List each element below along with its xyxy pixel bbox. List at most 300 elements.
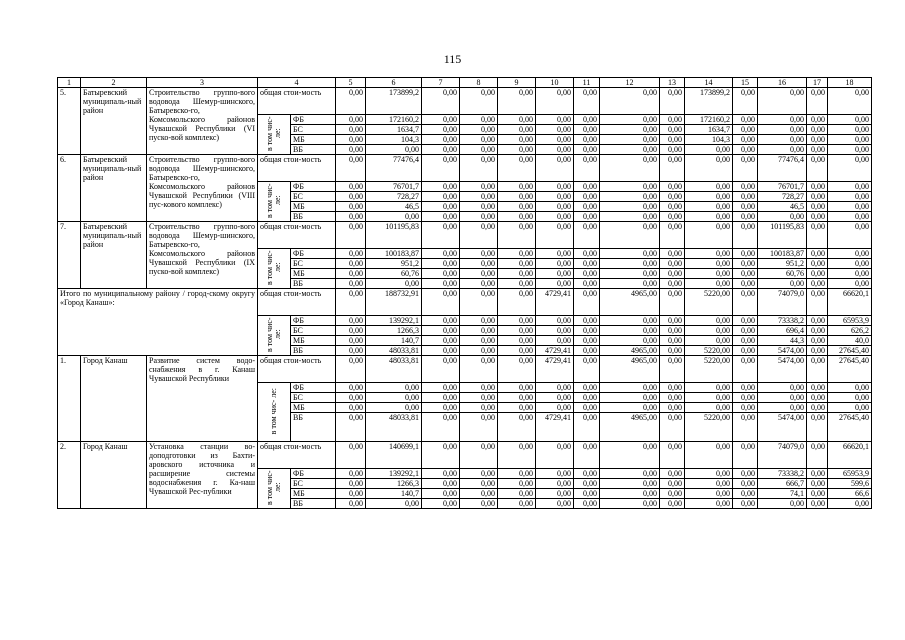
value-cell: 0,00 <box>660 212 685 222</box>
value-cell: 0,00 <box>733 88 758 115</box>
value-cell: 5220,00 <box>685 413 733 442</box>
value-cell: 666,7 <box>758 479 807 489</box>
value-cell: 0,00 <box>460 346 498 356</box>
value-cell: 0,00 <box>498 413 536 442</box>
value-cell: 0,00 <box>758 145 807 155</box>
value-cell: 0,00 <box>807 393 828 403</box>
value-cell: 0,00 <box>498 356 536 383</box>
value-cell: 0,00 <box>660 182 685 192</box>
source-label-cell: БС <box>291 259 336 269</box>
value-cell: 76701,7 <box>366 182 422 192</box>
value-cell: 0,00 <box>498 249 536 259</box>
value-cell: 0,00 <box>336 442 366 469</box>
project-cell: Развитие систем водо-снабжения в г. Канаш Чувашской Республики <box>147 356 258 442</box>
value-cell: 0,00 <box>422 442 460 469</box>
value-cell: 0,00 <box>422 135 460 145</box>
value-cell: 0,00 <box>660 413 685 442</box>
value-cell: 139292,1 <box>366 469 422 479</box>
value-cell: 0,00 <box>600 383 660 393</box>
value-cell: 0,00 <box>807 279 828 289</box>
value-cell: 27645,40 <box>828 356 872 383</box>
value-cell: 0,00 <box>685 336 733 346</box>
table-row <box>58 289 872 316</box>
value-cell: 0,00 <box>498 155 536 182</box>
value-cell: 0,00 <box>574 489 600 499</box>
value-cell: 0,00 <box>685 469 733 479</box>
value-cell: 0,00 <box>807 316 828 326</box>
value-cell: 599,6 <box>828 479 872 489</box>
value-cell: 0,00 <box>600 336 660 346</box>
value-cell: 0,00 <box>460 326 498 336</box>
value-cell: 1266,3 <box>366 326 422 336</box>
value-cell: 0,00 <box>460 125 498 135</box>
header-cell: 17 <box>807 78 828 88</box>
value-cell: 0,00 <box>733 279 758 289</box>
value-cell: 728,27 <box>366 192 422 202</box>
value-cell: 0,00 <box>574 479 600 489</box>
value-cell: 0,00 <box>460 155 498 182</box>
value-cell: 101195,83 <box>758 222 807 249</box>
in-that-number-cell <box>258 383 291 442</box>
value-cell: 101195,83 <box>366 222 422 249</box>
value-cell: 0,00 <box>574 289 600 316</box>
value-cell: 4729,41 <box>536 413 574 442</box>
value-cell: 0,00 <box>685 326 733 336</box>
value-cell: 0,00 <box>600 279 660 289</box>
value-cell: 0,00 <box>807 249 828 259</box>
value-cell: 0,00 <box>536 202 574 212</box>
value-cell: 0,00 <box>498 383 536 393</box>
value-cell: 0,00 <box>733 115 758 125</box>
value-cell: 0,00 <box>460 212 498 222</box>
value-cell: 0,00 <box>600 259 660 269</box>
source-label-cell: ФБ <box>291 469 336 479</box>
value-cell: 0,00 <box>660 393 685 403</box>
project-cell: Строительство группо-вого водовода Шемур-шинского, Батыревско-го, Комсомольского районов Чувашской Республики (VIII пус-кового комплекс) <box>147 155 258 222</box>
value-cell: 0,00 <box>336 125 366 135</box>
value-cell: 0,00 <box>460 479 498 489</box>
value-cell: 0,00 <box>460 222 498 249</box>
financing-table <box>57 77 872 509</box>
value-cell: 0,00 <box>422 249 460 259</box>
value-cell: 0,00 <box>336 259 366 269</box>
value-cell: 0,00 <box>660 489 685 499</box>
value-cell: 0,00 <box>733 202 758 212</box>
header-cell: 5 <box>336 78 366 88</box>
value-cell: 0,00 <box>498 145 536 155</box>
value-cell: 0,00 <box>600 469 660 479</box>
value-cell: 0,00 <box>422 479 460 489</box>
value-cell: 0,00 <box>498 212 536 222</box>
source-label-cell: БС <box>291 326 336 336</box>
value-cell: 0,00 <box>733 249 758 259</box>
value-cell: 0,00 <box>460 383 498 393</box>
value-cell: 0,00 <box>733 145 758 155</box>
value-cell: 0,00 <box>807 212 828 222</box>
value-cell: 0,00 <box>422 88 460 115</box>
value-cell: 0,00 <box>600 125 660 135</box>
value-cell: 0,00 <box>498 135 536 145</box>
value-cell: 0,00 <box>574 249 600 259</box>
value-cell: 172160,2 <box>685 115 733 125</box>
value-cell: 0,00 <box>758 88 807 115</box>
value-cell: 0,00 <box>536 212 574 222</box>
in-that-number-label: в том чис- ле: <box>265 183 282 218</box>
in-that-number-cell <box>258 249 291 289</box>
value-cell: 0,00 <box>460 403 498 413</box>
value-cell: 0,00 <box>733 442 758 469</box>
value-cell: 4729,41 <box>536 346 574 356</box>
value-cell: 0,00 <box>422 259 460 269</box>
header-cell: 4 <box>258 78 336 88</box>
value-cell: 0,00 <box>336 182 366 192</box>
value-cell: 0,00 <box>460 279 498 289</box>
value-cell: 0,00 <box>600 182 660 192</box>
value-cell: 44,3 <box>758 336 807 346</box>
value-cell: 0,00 <box>460 182 498 192</box>
value-cell: 0,00 <box>807 182 828 192</box>
value-cell: 0,00 <box>574 222 600 249</box>
value-cell: 0,00 <box>828 155 872 182</box>
value-cell: 0,00 <box>536 222 574 249</box>
table-row <box>58 88 872 115</box>
in-that-number-label: в том чис- ле: <box>265 470 282 505</box>
value-cell: 0,00 <box>828 383 872 393</box>
value-cell: 0,00 <box>733 135 758 145</box>
value-cell: 0,00 <box>758 383 807 393</box>
value-cell: 66620,1 <box>828 442 872 469</box>
value-cell: 0,00 <box>685 499 733 509</box>
value-cell: 0,00 <box>828 499 872 509</box>
value-cell: 0,00 <box>733 316 758 326</box>
value-cell: 0,00 <box>336 499 366 509</box>
value-cell: 0,00 <box>336 403 366 413</box>
value-cell: 0,00 <box>536 316 574 326</box>
value-cell: 0,00 <box>758 499 807 509</box>
value-cell: 0,00 <box>733 222 758 249</box>
cost-type-cell: общая стои-мость <box>258 88 336 115</box>
value-cell: 0,00 <box>758 212 807 222</box>
header-cell: 18 <box>828 78 872 88</box>
value-cell: 0,00 <box>422 115 460 125</box>
in-that-number-cell <box>258 316 291 356</box>
value-cell: 5474,00 <box>758 413 807 442</box>
value-cell: 0,00 <box>807 403 828 413</box>
value-cell: 0,00 <box>600 442 660 469</box>
value-cell: 0,00 <box>685 182 733 192</box>
value-cell: 46,5 <box>366 202 422 212</box>
value-cell: 0,00 <box>828 125 872 135</box>
value-cell: 0,00 <box>600 326 660 336</box>
value-cell: 100183,87 <box>366 249 422 259</box>
value-cell: 0,00 <box>574 269 600 279</box>
value-cell: 0,00 <box>828 249 872 259</box>
value-cell: 0,00 <box>807 413 828 442</box>
header-cell: 2 <box>81 78 147 88</box>
value-cell: 0,00 <box>660 135 685 145</box>
value-cell: 0,00 <box>536 155 574 182</box>
value-cell: 0,00 <box>336 249 366 259</box>
value-cell: 0,00 <box>536 279 574 289</box>
value-cell: 0,00 <box>336 88 366 115</box>
value-cell: 0,00 <box>336 326 366 336</box>
value-cell: 0,00 <box>574 212 600 222</box>
value-cell: 0,00 <box>336 346 366 356</box>
value-cell: 46,5 <box>758 202 807 212</box>
value-cell: 1266,3 <box>366 479 422 489</box>
value-cell: 0,00 <box>574 403 600 413</box>
district-cell: Батыревский муниципаль-ный район <box>81 88 147 155</box>
value-cell: 0,00 <box>807 383 828 393</box>
value-cell: 66,6 <box>828 489 872 499</box>
source-label-cell: БС <box>291 125 336 135</box>
value-cell: 0,00 <box>336 135 366 145</box>
value-cell: 0,00 <box>574 356 600 383</box>
value-cell: 0,00 <box>574 469 600 479</box>
in-that-number-label: в том чис- ле: <box>265 116 282 151</box>
value-cell: 0,00 <box>685 403 733 413</box>
value-cell: 0,00 <box>574 442 600 469</box>
value-cell: 4965,00 <box>600 356 660 383</box>
value-cell: 0,00 <box>600 155 660 182</box>
value-cell: 0,00 <box>536 326 574 336</box>
value-cell: 0,00 <box>536 259 574 269</box>
value-cell: 0,00 <box>660 336 685 346</box>
header-cell: 12 <box>600 78 660 88</box>
value-cell: 0,00 <box>422 499 460 509</box>
value-cell: 40,0 <box>828 336 872 346</box>
source-label-cell: БС <box>291 479 336 489</box>
value-cell: 0,00 <box>460 269 498 279</box>
value-cell: 0,00 <box>828 192 872 202</box>
value-cell: 27645,40 <box>828 413 872 442</box>
header-cell: 16 <box>758 78 807 88</box>
value-cell: 0,00 <box>536 115 574 125</box>
table-row <box>58 356 872 383</box>
value-cell: 0,00 <box>807 192 828 202</box>
district-cell: Город Канаш <box>81 442 147 509</box>
district-cell: Батыревский муниципаль-ный район <box>81 155 147 222</box>
value-cell: 5220,00 <box>685 346 733 356</box>
value-cell: 0,00 <box>422 393 460 403</box>
value-cell: 0,00 <box>460 499 498 509</box>
row-number-cell: 7. <box>58 222 81 289</box>
value-cell: 0,00 <box>460 469 498 479</box>
value-cell: 1634,7 <box>685 125 733 135</box>
value-cell: 0,00 <box>807 469 828 479</box>
value-cell: 0,00 <box>422 403 460 413</box>
value-cell: 0,00 <box>733 182 758 192</box>
value-cell: 0,00 <box>807 88 828 115</box>
value-cell: 0,00 <box>422 192 460 202</box>
value-cell: 4729,41 <box>536 289 574 316</box>
value-cell: 0,00 <box>460 135 498 145</box>
value-cell: 0,00 <box>336 479 366 489</box>
value-cell: 76701,7 <box>758 182 807 192</box>
value-cell: 0,00 <box>460 289 498 316</box>
source-label-cell: ВБ <box>291 499 336 509</box>
value-cell: 0,00 <box>660 222 685 249</box>
value-cell: 1634,7 <box>366 125 422 135</box>
value-cell: 60,76 <box>758 269 807 279</box>
value-cell: 0,00 <box>422 356 460 383</box>
value-cell: 0,00 <box>422 336 460 346</box>
value-cell: 0,00 <box>807 442 828 469</box>
value-cell: 100183,87 <box>758 249 807 259</box>
value-cell: 0,00 <box>574 202 600 212</box>
value-cell: 0,00 <box>536 442 574 469</box>
value-cell: 0,00 <box>460 145 498 155</box>
value-cell: 0,00 <box>336 222 366 249</box>
value-cell: 0,00 <box>498 182 536 192</box>
value-cell: 0,00 <box>660 88 685 115</box>
value-cell: 0,00 <box>536 383 574 393</box>
value-cell: 0,00 <box>536 499 574 509</box>
value-cell: 0,00 <box>660 249 685 259</box>
value-cell: 0,00 <box>685 212 733 222</box>
value-cell: 0,00 <box>758 393 807 403</box>
value-cell: 0,00 <box>660 155 685 182</box>
value-cell: 0,00 <box>336 192 366 202</box>
value-cell: 0,00 <box>660 192 685 202</box>
value-cell: 0,00 <box>685 442 733 469</box>
value-cell: 0,00 <box>460 316 498 326</box>
value-cell: 0,00 <box>660 259 685 269</box>
value-cell: 0,00 <box>733 336 758 346</box>
value-cell: 0,00 <box>660 289 685 316</box>
header-cell: 15 <box>733 78 758 88</box>
value-cell: 140,7 <box>366 336 422 346</box>
in-that-number-cell <box>258 182 291 222</box>
value-cell: 173899,2 <box>366 88 422 115</box>
value-cell: 0,00 <box>828 279 872 289</box>
value-cell: 0,00 <box>660 326 685 336</box>
value-cell: 0,00 <box>336 413 366 442</box>
row-number-cell: 1. <box>58 356 81 442</box>
value-cell: 0,00 <box>498 202 536 212</box>
value-cell: 0,00 <box>600 145 660 155</box>
table-row <box>58 222 872 249</box>
value-cell: 0,00 <box>336 393 366 403</box>
value-cell: 0,00 <box>733 393 758 403</box>
value-cell: 0,00 <box>660 346 685 356</box>
value-cell: 0,00 <box>366 393 422 403</box>
value-cell: 66620,1 <box>828 289 872 316</box>
value-cell: 140699,1 <box>366 442 422 469</box>
value-cell: 0,00 <box>366 279 422 289</box>
cost-type-cell: общая стои-мость <box>258 155 336 182</box>
in-that-number-label: в том чис- ле: <box>265 317 282 352</box>
value-cell: 0,00 <box>498 125 536 135</box>
header-cell: 6 <box>366 78 422 88</box>
value-cell: 0,00 <box>498 316 536 326</box>
header-cell: 14 <box>685 78 733 88</box>
value-cell: 0,00 <box>600 479 660 489</box>
value-cell: 0,00 <box>660 145 685 155</box>
value-cell: 0,00 <box>828 212 872 222</box>
value-cell: 951,2 <box>758 259 807 269</box>
source-label-cell: БС <box>291 192 336 202</box>
value-cell: 0,00 <box>828 403 872 413</box>
value-cell: 0,00 <box>828 269 872 279</box>
value-cell: 0,00 <box>600 212 660 222</box>
page-number: 115 <box>443 52 462 66</box>
value-cell: 0,00 <box>366 383 422 393</box>
value-cell: 0,00 <box>498 259 536 269</box>
value-cell: 0,00 <box>807 326 828 336</box>
value-cell: 0,00 <box>366 212 422 222</box>
value-cell: 0,00 <box>422 202 460 212</box>
value-cell: 73338,2 <box>758 316 807 326</box>
value-cell: 0,00 <box>460 413 498 442</box>
source-label-cell: МБ <box>291 336 336 346</box>
value-cell: 0,00 <box>422 155 460 182</box>
value-cell: 77476,4 <box>758 155 807 182</box>
value-cell: 0,00 <box>807 346 828 356</box>
value-cell: 0,00 <box>536 135 574 145</box>
row-number-cell: 6. <box>58 155 81 222</box>
cost-type-cell: общая стои-мость <box>258 442 336 469</box>
source-label-cell: ФБ <box>291 316 336 326</box>
value-cell: 0,00 <box>336 269 366 279</box>
value-cell: 0,00 <box>574 88 600 115</box>
header-cell: 13 <box>660 78 685 88</box>
value-cell: 0,00 <box>422 383 460 393</box>
value-cell: 0,00 <box>422 316 460 326</box>
value-cell: 0,00 <box>685 249 733 259</box>
value-cell: 48033,81 <box>366 356 422 383</box>
value-cell: 74,1 <box>758 489 807 499</box>
value-cell: 0,00 <box>733 192 758 202</box>
value-cell: 0,00 <box>807 115 828 125</box>
value-cell: 0,00 <box>685 316 733 326</box>
project-cell: Установка станции во-доподготовки из Бахти-аровского источника и расширение системы водоснабжения г. Ка-наш Чувашской Рес-публики <box>147 442 258 509</box>
value-cell: 5220,00 <box>685 356 733 383</box>
value-cell: 0,00 <box>685 489 733 499</box>
value-cell: 0,00 <box>336 155 366 182</box>
value-cell: 626,2 <box>828 326 872 336</box>
value-cell: 0,00 <box>422 125 460 135</box>
value-cell: 0,00 <box>422 346 460 356</box>
value-cell: 74079,0 <box>758 289 807 316</box>
value-cell: 0,00 <box>422 212 460 222</box>
value-cell: 0,00 <box>422 279 460 289</box>
value-cell: 0,00 <box>536 469 574 479</box>
value-cell: 0,00 <box>536 249 574 259</box>
value-cell: 65953,9 <box>828 469 872 479</box>
value-cell: 0,00 <box>574 326 600 336</box>
value-cell: 0,00 <box>460 249 498 259</box>
value-cell: 0,00 <box>733 155 758 182</box>
value-cell: 0,00 <box>685 202 733 212</box>
value-cell: 0,00 <box>336 145 366 155</box>
value-cell: 0,00 <box>733 479 758 489</box>
value-cell: 0,00 <box>422 269 460 279</box>
value-cell: 0,00 <box>498 489 536 499</box>
value-cell: 0,00 <box>660 115 685 125</box>
value-cell: 0,00 <box>336 356 366 383</box>
value-cell: 0,00 <box>828 88 872 115</box>
value-cell: 0,00 <box>807 259 828 269</box>
value-cell: 0,00 <box>498 469 536 479</box>
value-cell: 0,00 <box>660 316 685 326</box>
source-label-cell: МБ <box>291 135 336 145</box>
value-cell: 0,00 <box>733 326 758 336</box>
value-cell: 0,00 <box>574 145 600 155</box>
table-row <box>58 155 872 182</box>
value-cell: 0,00 <box>828 202 872 212</box>
header-cell: 8 <box>460 78 498 88</box>
